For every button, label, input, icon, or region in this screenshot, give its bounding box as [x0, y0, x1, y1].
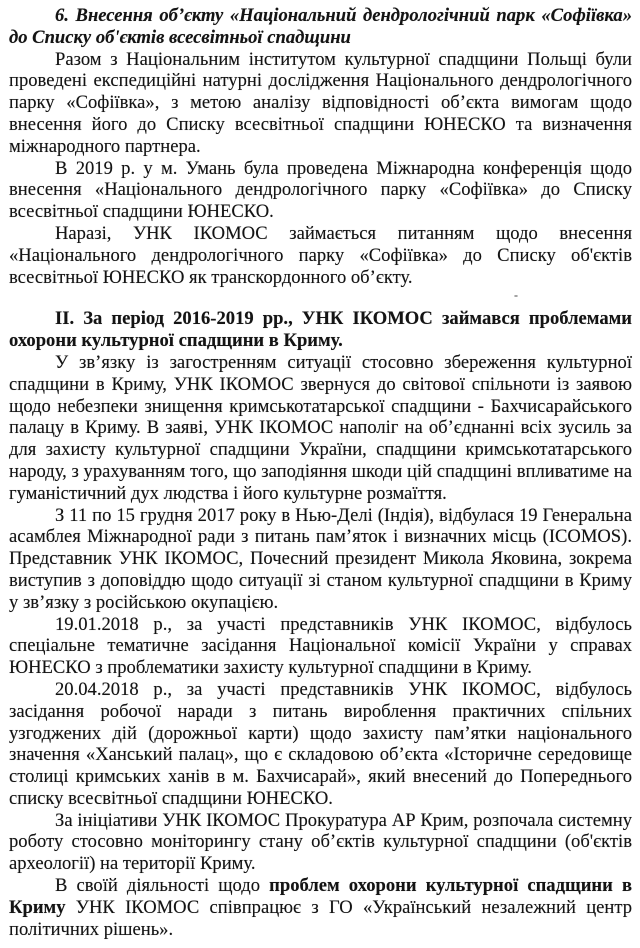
paragraph-text: Разом з Національним інститутом культурної спадщини Польщі були проведені експедиційні натурні дослідження Національного дендрологічного парку «Софіївка», з метою аналізу відповідності об’єкта вимогам щодо внесення його до Списку всесвітньої спадщини ЮНЕСКО та визначення міжнародного партнера.: [9, 48, 632, 157]
heading-crimea-2016-2019: [9, 308, 632, 352]
heading-text: ІІ. За період 2016-2019 рр., УНК ІКОМОС займався проблемами охорони культурної спадщини в Криму.: [9, 308, 632, 352]
paragraph-text: В своїй діяльності щодо: [55, 875, 270, 897]
paragraph-text: В 2019 р. у м. Умань була проведена Міжнародна конференція щодо внесення «Національного дендрологічного парку «Софіївка» до Списку всесвітньої спадщини ЮНЕСКО.: [9, 157, 632, 223]
heading-text: 6. Внесення об’єкту «Національний дендрологічний парк «Софіївка» до Списку об'єктів всесвітньої спадщини: [9, 5, 632, 48]
heading-sofiyivka-listing: [9, 5, 632, 49]
para-uman-conference: [9, 158, 632, 223]
paragraph-text: 20.04.2018 р., за участі представників УНК ІКОМОС, відбулось засідання робочої наради з питань вироблення практичних спільних узгоджених дій (дорожньої карти) щодо захисту пам’ятки національного значення «Ханський палац», що є складовою об’єкта «Історичне середовище столиці кримських ханів в м. Бахчисарай», який внесений до Попереднього списку всесвітньої спадщини ЮНЕСКО.: [9, 678, 632, 809]
para-prosecutor-monitoring: [9, 810, 632, 875]
para-khan-palace-roadmap: [9, 679, 632, 810]
para-bakhchysarai-statement: [9, 352, 632, 505]
paragraph-text: У зв’язку із загостренням ситуації стосовно збереження культурної спадщини в Криму, УНК ІКОМОС звернуся до світової спільноти із заявою щодо небезпеки знищення кримськотатарської спадщини - Бахчисарайського палацу в Криму. В заяві, УНК ІКОМОС наполіг на об’єднанні всіх зусиль за для захисту культурної спадщини України, спадщини кримськотатарського народу, з урахуванням того, що заподіяння шкоди цій спадщині впливатиме на гуманістичний дух людства і його культурне розмаїття.: [9, 351, 632, 504]
scan-artifact-mark: -: [514, 288, 518, 302]
para-ngo-cooperation: [9, 875, 632, 940]
para-new-delhi-assembly: [9, 505, 632, 614]
paragraph-bold-text: проблем охорони культурної спадщини в Криму: [9, 875, 632, 918]
paragraph-text: За ініціативи УНК ІКОМОС Прокуратура АР Крим, розпочала системну роботу стосовно моніторингу стану об’єктів культурної спадщини (об'єктів археології) на території Криму.: [9, 809, 632, 875]
paragraph-text: Наразі, УНК ІКОМОС займається питанням щодо внесення «Національного дендрологічного парку «Софіївка» до Списку об'єктів всесвітньої ЮНЕСКО як транскордонного об’єкту.: [9, 222, 632, 288]
paragraph-text: 19.01.2018 р., за участі представників УНК ІКОМОС, відбулось спеціальне тематичне засідання Національної комісії України у справах ЮНЕСКО з проблематики захисту культурної спадщини в Криму.: [9, 613, 632, 679]
paragraph-text: З 11 по 15 грудня 2017 року в Нью-Делі (Індія), відбулася 19 Генеральна асамблея Міжнародної ради з питань пам’яток і визначних місць (ICOMOS). Представник УНК ІКОМОС, Почесний президент Микола Яковина, зокрема виступив з доповіддю щодо ситуації зі станом культурної спадщини в Криму у зв’язку з російською окупацією.: [9, 504, 632, 613]
para-poland-research: [9, 49, 632, 158]
para-transboundary-nomination: [9, 223, 632, 288]
paragraph-text: УНК ІКОМОС співпрацює з ГО «Український незалежний центр політичних рішень».: [9, 896, 632, 940]
para-unesco-commission-meeting: [9, 614, 632, 679]
